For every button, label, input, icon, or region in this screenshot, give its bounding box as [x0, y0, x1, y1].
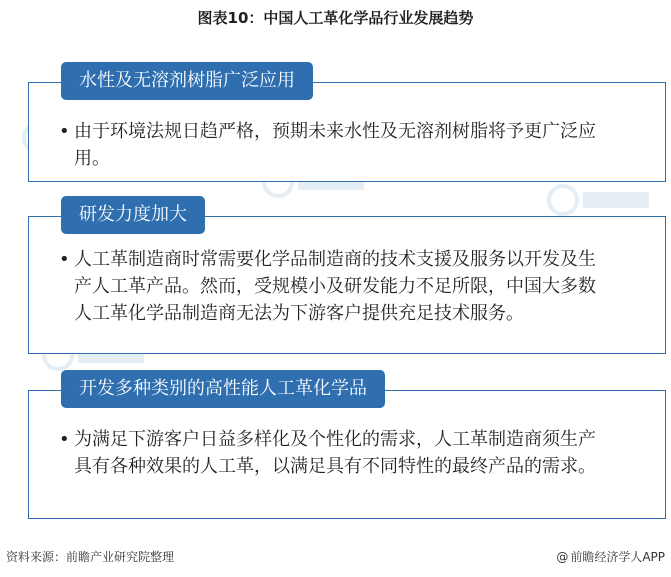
- trend-section: [28, 370, 666, 520]
- bullet-icon: •: [59, 249, 70, 270]
- section-bullet-item: [59, 426, 606, 480]
- credit-note: [556, 548, 665, 565]
- trend-section: [28, 62, 666, 182]
- copyright-icon: @: [556, 550, 569, 564]
- section-header: 研发力度加大: [61, 196, 205, 234]
- credit-text: 前瞻经济学人APP: [570, 550, 665, 564]
- source-note: 资料来源：前瞻产业研究院整理: [6, 550, 175, 564]
- chart-title: 图表10：中国人工革化学品行业发展趋势: [197, 9, 474, 27]
- trend-section: [28, 196, 666, 354]
- section-bullet-item: [59, 118, 606, 172]
- section-header: 开发多种类别的高性能人工革化学品: [61, 370, 385, 408]
- section-header: 水性及无溶剂树脂广泛应用: [61, 62, 313, 100]
- section-bullet-item: [59, 246, 606, 327]
- bullet-icon: •: [59, 121, 70, 142]
- section-text: 人工革制造商时常需要化学品制造商的技术支援及服务以开发及生产人工革产品。然而，受规模小及研发能力不足所限，中国大多数人工革化学品制造商无法为下游客户提供充足技术服务。: [74, 249, 596, 324]
- section-text: 为满足下游客户日益多样化及个性化的需求，人工革制造商须生产具有各种效果的人工革，以满足具有不同特性的最终产品的需求。: [74, 429, 596, 477]
- bullet-icon: •: [59, 429, 70, 450]
- section-text: 由于环境法规日趋严格，预期未来水性及无溶剂树脂将予更广泛应用。: [74, 121, 596, 169]
